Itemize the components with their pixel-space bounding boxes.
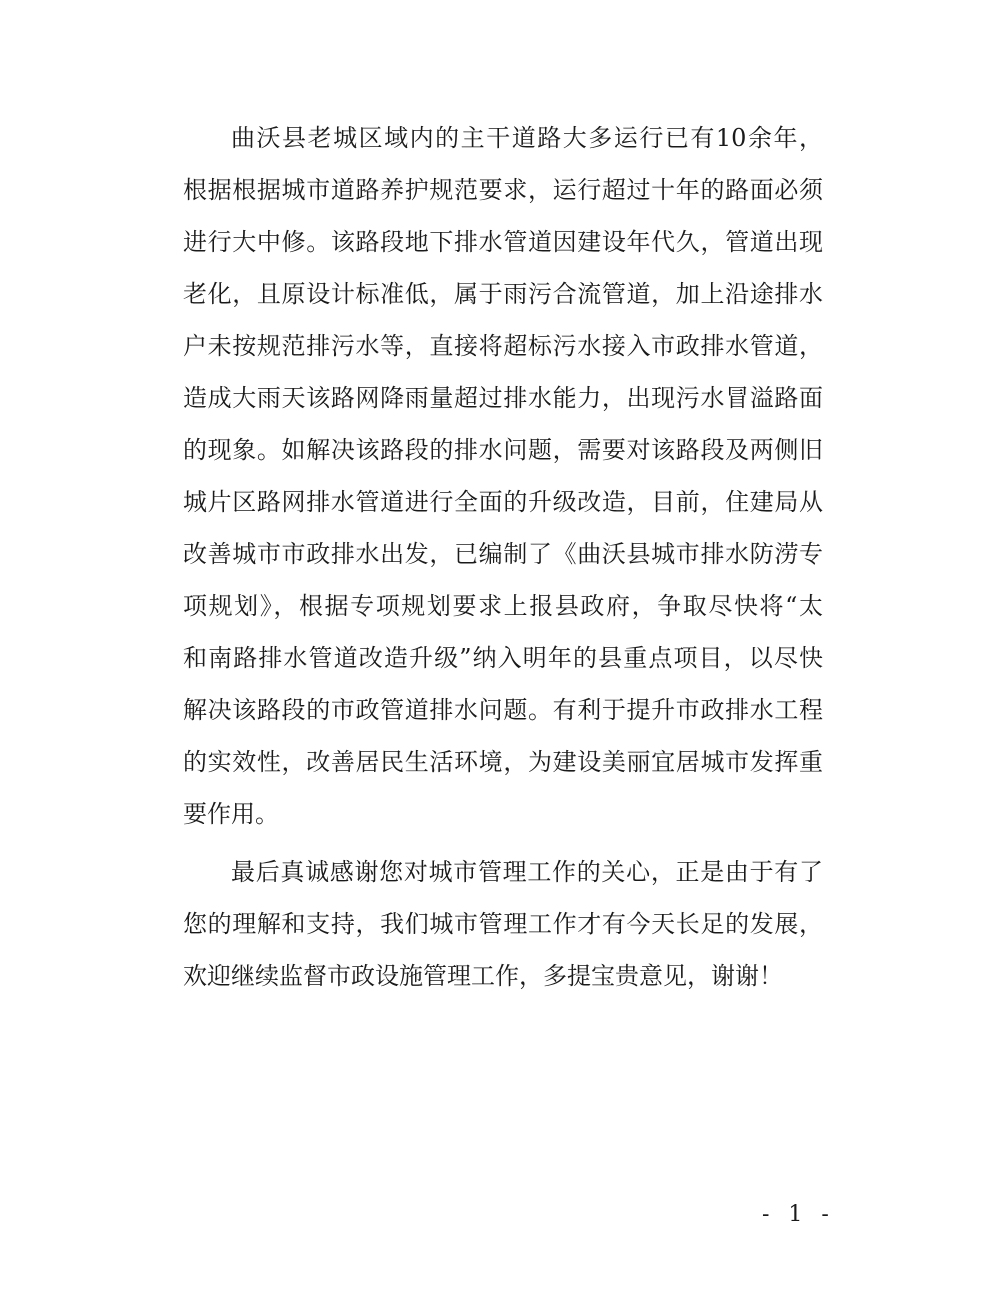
text-line: 解决该路段的市政管道排水问题。有利于提升市政排水工程 (183, 696, 823, 724)
page-number: - 1 - (762, 1202, 835, 1227)
text-line: 曲沃县老城区域内的主干道路大多运行已有10余年， (231, 124, 823, 152)
text-line: 根据根据城市道路养护规范要求，运行超过十年的路面必须 (183, 176, 823, 204)
body-text (183, 112, 823, 1002)
text-line: 城片区路网排水管道进行全面的升级改造，目前，住建局从 (183, 488, 823, 516)
text-line: 的现象。如解决该路段的排水问题，需要对该路段及两侧旧 (183, 436, 823, 464)
text-line: 户未按规范排污水等，直接将超标污水接入市政排水管道， (183, 332, 823, 360)
text-line: 最后真诚感谢您对城市管理工作的关心，正是由于有了 (231, 858, 823, 886)
text-line: 老化，且原设计标准低，属于雨污合流管道，加上沿途排水 (183, 280, 823, 308)
text-line: 欢迎继续监督市政设施管理工作，多提宝贵意见，谢谢！ (183, 962, 783, 990)
paragraph-1 (183, 112, 823, 840)
text-line: 项规划》，根据专项规划要求上报县政府，争取尽快将“太 (183, 592, 823, 620)
text-line: 改善城市市政排水出发，已编制了《曲沃县城市排水防涝专 (183, 540, 823, 568)
text-line: 造成大雨天该路网降雨量超过排水能力，出现污水冒溢路面 (183, 384, 823, 412)
text-line: 进行大中修。该路段地下排水管道因建设年代久，管道出现 (183, 228, 823, 256)
text-line: 您的理解和支持，我们城市管理工作才有今天长足的发展， (183, 910, 823, 938)
text-line: 的实效性，改善居民生活环境，为建设美丽宜居城市发挥重 (183, 748, 823, 776)
text-line: 要作用。 (183, 800, 279, 828)
text-line: 和南路排水管道改造升级”纳入明年的县重点项目，以尽快 (183, 644, 823, 672)
paragraph-2 (183, 846, 823, 1002)
